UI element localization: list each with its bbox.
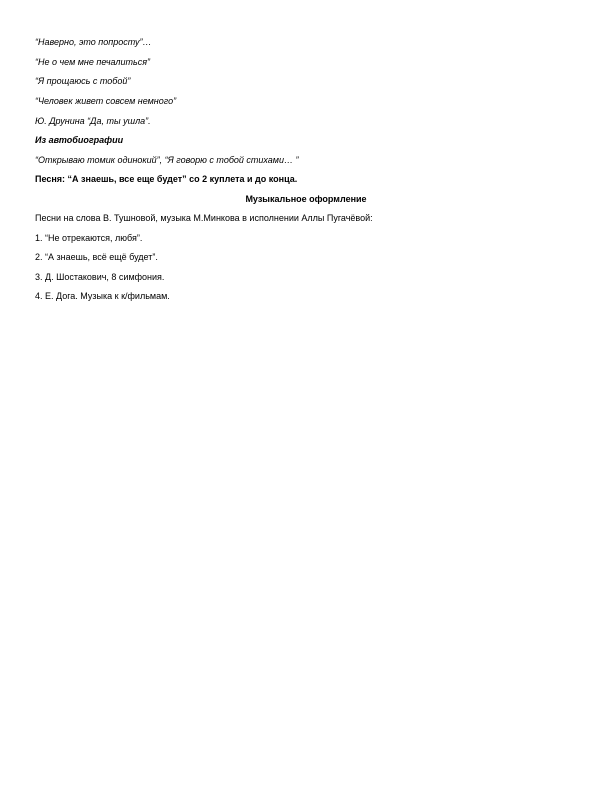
music-list-item-3: 3. Д. Шостакович, 8 симфония. [35, 272, 165, 282]
music-list-item-1: 1. “Не отрекаются, любя”. [35, 233, 143, 243]
quote-line-5: Ю. Друнина “Да, ты ушла”. [35, 116, 151, 126]
quote-line-6: “Открываю томик одинокий”, “Я говорю с тобой стихами… ” [35, 155, 299, 165]
music-list-item-4: 4. Е. Дога. Музыка к к/фильмам. [35, 291, 170, 301]
quote-line-2: “Не о чем мне печалиться” [35, 57, 151, 67]
song-line: Песня: “А знаешь, все еще будет” со 2 куплета и до конца. [35, 174, 298, 184]
section-heading-autobiography: Из автобиографии [35, 135, 124, 145]
music-list-item-2: 2. “А знаешь, всё ещё будет”. [35, 252, 158, 262]
quote-line-1: “Наверно, это попросту”… [35, 37, 152, 47]
music-intro-line: Песни на слова В. Тушновой, музыка М.Минкова в исполнении Аллы Пугачёвой: [35, 213, 373, 223]
section-heading-music: Музыкальное оформление [245, 194, 367, 204]
quote-line-3: “Я прощаюсь с тобой” [35, 76, 131, 86]
quote-line-4: “Человек живет совсем немного” [35, 96, 177, 106]
